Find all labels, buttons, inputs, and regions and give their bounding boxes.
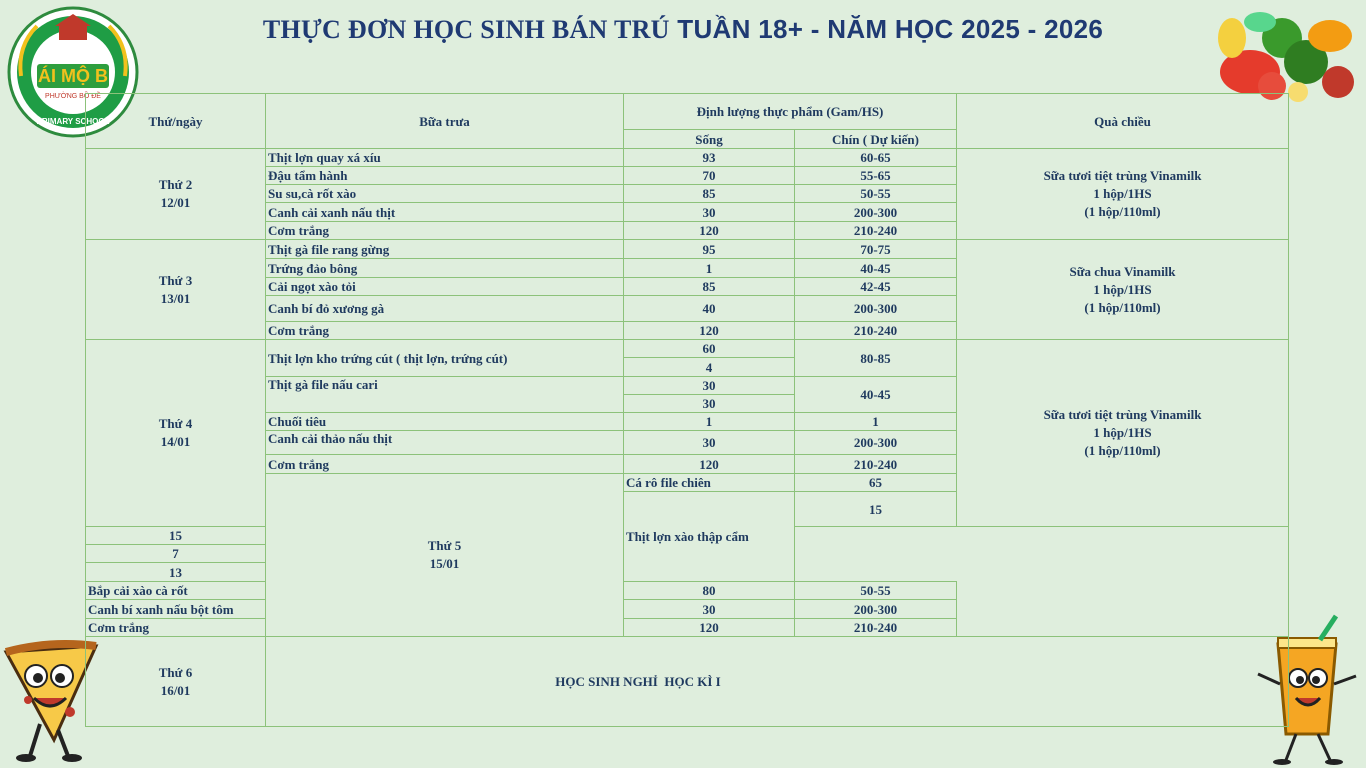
table-row	[86, 340, 1289, 358]
header-quantity	[624, 94, 957, 130]
raw-cell: 120	[624, 322, 795, 340]
cooked-cell: 210-240	[795, 322, 957, 340]
raw-cell: 30	[624, 377, 795, 395]
logo-name: ÁI MỘ B	[38, 66, 108, 86]
raw-cell: 15	[86, 527, 266, 545]
dish-cell: Su su,cà rốt xào	[266, 185, 624, 203]
cooked-cell: 200-300	[795, 431, 957, 455]
day-label: Thứ 4	[158, 416, 193, 431]
cooked-cell: 40-45	[795, 259, 957, 278]
raw-cell: 13	[86, 563, 266, 582]
cooked-cell: 80-85	[795, 340, 957, 377]
day-cell	[86, 637, 266, 727]
header-lunch: Bữa trưa	[266, 94, 624, 149]
logo-school: PRIMARY SCHOOL	[36, 117, 110, 126]
dish-cell: Canh cải xanh nấu thịt	[266, 203, 624, 222]
raw-cell: 30	[624, 395, 795, 413]
cooked-cell: 50-55	[795, 185, 957, 203]
day-cell	[266, 474, 624, 637]
table-row	[86, 149, 1289, 167]
page-title	[0, 14, 1366, 45]
title-part2: TUẦN 18+ - NĂM HỌC 2025 - 2026	[677, 14, 1104, 44]
snack-cell	[957, 240, 1289, 340]
vegetables-illustration	[1210, 2, 1360, 106]
raw-cell: 30	[624, 203, 795, 222]
raw-cell: 120	[624, 619, 795, 637]
cooked-cell: 200-300	[795, 203, 957, 222]
dish-cell: Cơm trắng	[266, 455, 624, 474]
cooked-cell: 210-240	[795, 619, 957, 637]
raw-cell: 80	[624, 582, 795, 600]
snack-line: 1 hộp/1HS	[1093, 425, 1152, 440]
raw-cell: 85	[624, 278, 795, 296]
day-cell	[86, 149, 266, 240]
dish-cell: Bắp cải xào cà rốt	[86, 582, 266, 600]
logo-ward: PHƯỜNG BỒ ĐỀ	[45, 93, 101, 100]
raw-cell: 15	[795, 492, 957, 527]
snack-line: 1 hộp/1HS	[1093, 281, 1152, 297]
dish-cell: Thịt lợn kho trứng cút ( thịt lợn, trứng cút)	[266, 340, 624, 377]
dish-cell: Thịt gà file rang gừng	[266, 240, 624, 259]
cooked-cell: 55-65	[795, 167, 957, 185]
raw-cell: 1	[624, 259, 795, 278]
header-day: Thứ/ngày	[86, 94, 266, 149]
raw-cell: 4	[624, 358, 795, 377]
raw-cell: 60	[624, 340, 795, 358]
title-part1: THỰC ĐƠN HỌC SINH BÁN TRÚ	[262, 15, 670, 44]
dish-cell: Thịt lợn quay xá xíu	[266, 149, 624, 167]
raw-cell: 85	[624, 185, 795, 203]
day-date: 13/01	[160, 290, 191, 306]
day-label: Thứ 5	[427, 538, 462, 553]
header-quantity-text: Định lượng thực phẩm (Gam/HS)	[696, 103, 884, 119]
raw-cell: 95	[624, 240, 795, 259]
header-cooked: Chín ( Dự kiến)	[795, 130, 957, 149]
day-cell	[86, 340, 266, 527]
dish-cell: Cá rô file chiên	[624, 474, 795, 492]
dish-cell: Thịt lợn xào thập cẩm	[624, 492, 795, 582]
snack-line: (1 hộp/110ml)	[1084, 299, 1161, 315]
header-raw: Sống	[624, 130, 795, 149]
dish-cell: Cơm trắng	[86, 619, 266, 637]
raw-cell: 70	[624, 167, 795, 185]
raw-cell: 30	[624, 431, 795, 455]
raw-cell: 120	[624, 222, 795, 240]
snack-line: (1 hộp/110ml)	[1084, 443, 1161, 458]
cooked-cell: 210-240	[795, 455, 957, 474]
day-date: 12/01	[160, 195, 191, 210]
snack-cell	[957, 340, 1289, 527]
dish-cell: Canh cải thảo nấu thịt	[266, 431, 624, 455]
raw-cell: 120	[624, 455, 795, 474]
raw-cell: 65	[795, 474, 957, 492]
day-label: Thứ 3	[158, 272, 193, 288]
cooked-cell: 60-65	[795, 149, 957, 167]
dish-cell: Canh bí đỏ xương gà	[266, 296, 624, 322]
cooked-cell: 70-75	[795, 240, 957, 259]
snack-cell	[957, 149, 1289, 240]
snack-line: (1 hộp/110ml)	[1084, 204, 1161, 219]
raw-cell: 40	[624, 296, 795, 322]
cooked-cell: 200-300	[795, 296, 957, 322]
dish-cell: Cơm trắng	[266, 322, 624, 340]
cooked-cell: 50-55	[795, 582, 957, 600]
day-label: Thứ 2	[158, 177, 193, 192]
dish-cell: Cơm trắng	[266, 222, 624, 240]
snack-line: Sữa chua Vinamilk	[1069, 263, 1176, 279]
dish-cell: Thịt gà file nấu cari	[266, 377, 624, 413]
dish-cell: Canh bí xanh nấu bột tôm	[86, 600, 266, 619]
cooked-cell: 1	[795, 413, 957, 431]
cooked-cell: 42-45	[795, 278, 957, 296]
raw-cell: 1	[624, 413, 795, 431]
dish-cell: Đậu tẩm hành	[266, 167, 624, 185]
day-date: 14/01	[160, 434, 191, 449]
menu-table	[85, 93, 1289, 727]
dish-cell: Chuối tiêu	[266, 413, 624, 431]
cooked-cell: 210-240	[795, 222, 957, 240]
raw-cell: 30	[624, 600, 795, 619]
dish-cell: Trứng đảo bông	[266, 259, 624, 278]
cooked-cell: 200-300	[795, 600, 957, 619]
snack-line: 1 hộp/1HS	[1093, 186, 1152, 201]
raw-cell: 7	[86, 545, 266, 563]
raw-cell: 93	[624, 149, 795, 167]
dish-cell: Cải ngọt xào tỏi	[266, 278, 624, 296]
day-date: 15/01	[429, 556, 460, 571]
header-snack: Quà chiều	[957, 94, 1289, 149]
cooked-cell: 40-45	[795, 377, 957, 413]
snack-line: Sữa tươi tiệt trùng Vinamilk	[1043, 168, 1202, 183]
day-cell	[86, 240, 266, 340]
holiday-note: HỌC SINH NGHỈ HỌC KÌ I	[266, 637, 1289, 727]
table-row	[86, 637, 1289, 727]
day-label: Thứ 6	[158, 664, 193, 680]
day-date: 16/01	[160, 682, 191, 698]
snack-line: Sữa tươi tiệt trùng Vinamilk	[1043, 407, 1202, 422]
table-row	[86, 240, 1289, 259]
